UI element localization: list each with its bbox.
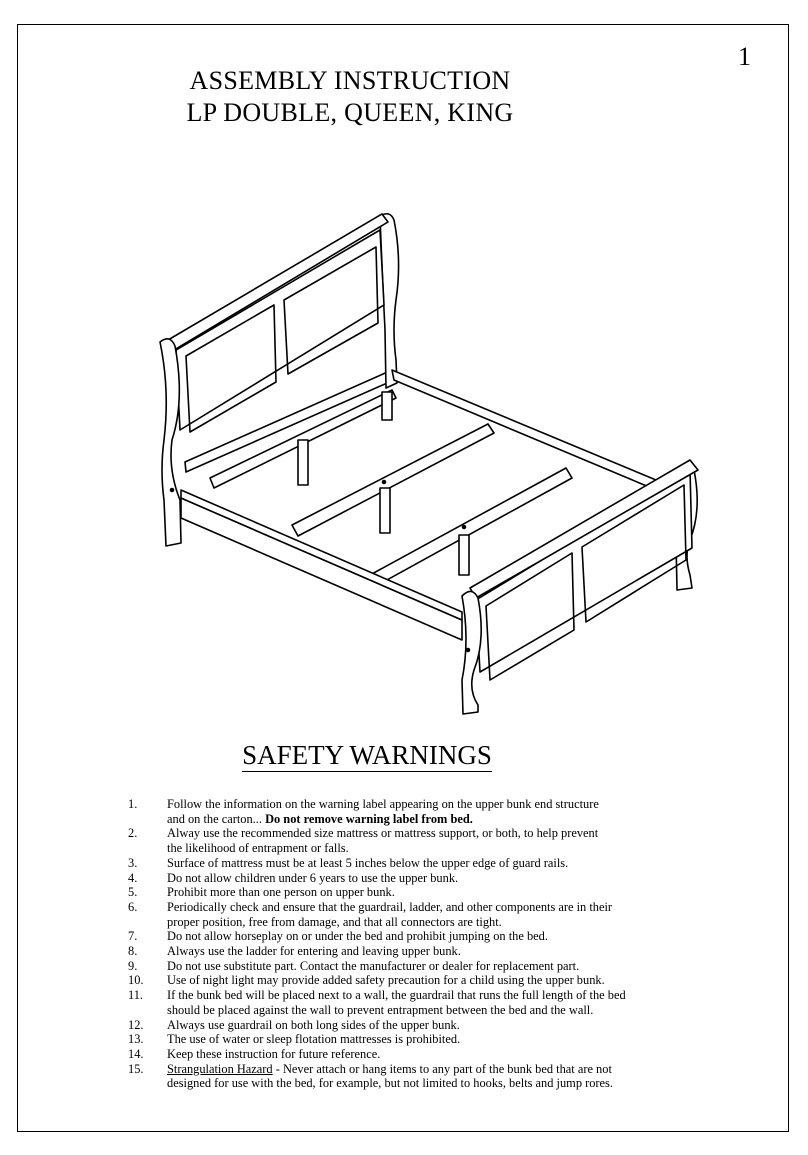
warning-item: 1. Follow the information on the warning label appearing on the upper bunk end structure and on the carton... Do not remove warning label from bed. xyxy=(128,797,599,826)
warning-item: 2. Alway use the recommended size mattress or mattress support, or both, to help prevent the likelihood of entrapment or falls. xyxy=(128,826,599,856)
warning-item: 11. If the bunk bed will be placed next to a wall, the guardrail that runs the full length of the bed should be placed against the wall to prevent entrapment between the bed and the wall. xyxy=(128,988,626,1017)
title-line-1: ASSEMBLY INSTRUCTION xyxy=(189,66,511,95)
warning-item: 7. Do not allow horseplay on or under the bed and prohibit jumping on the bed. xyxy=(128,929,548,944)
warnings-list xyxy=(128,797,728,1091)
warning-item: 10. Use of night light may provide added safety precaution for a child using the upper bunk. xyxy=(128,973,605,988)
warning-item: 14. Keep these instruction for future reference. xyxy=(128,1046,381,1061)
warning-item: 5. Prohibit more than one person on upper bunk. xyxy=(128,885,395,900)
warning-item: 12. Always use guardrail on both long sides of the upper bunk. xyxy=(128,1017,460,1032)
warning-item: 6. Periodically check and ensure that the guardrail, ladder, and other components are in their proper position, free from damage, and that all connectors are tight. xyxy=(128,899,613,929)
title-line-2: LP DOUBLE, QUEEN, KING xyxy=(186,98,514,127)
page-number: 1 xyxy=(738,42,751,71)
warning-item: 15. Strangulation Hazard - Never attach or hang items to any part of the bunk bed that are not designed for use with the bed, for example, but not limited to hooks, belts and jump rores. xyxy=(128,1061,613,1091)
warning-item: 4. Do not allow children under 6 years to use the upper bunk. xyxy=(128,870,459,885)
warning-item: 8. Always use the ladder for entering and leaving upper bunk. xyxy=(128,944,461,959)
warning-item: 3. Surface of mattress must be at least 5 inches below the upper edge of guard rails. xyxy=(128,855,569,870)
bed-frame-illustration xyxy=(150,205,710,725)
safety-heading: SAFETY WARNINGS xyxy=(242,740,492,770)
warning-item: 13. The use of water or sleep flotation mattresses is prohibited. xyxy=(128,1032,461,1047)
warning-item: 9. Do not use substitute part. Contact the manufacturer or dealer for replacement part. xyxy=(128,958,580,973)
